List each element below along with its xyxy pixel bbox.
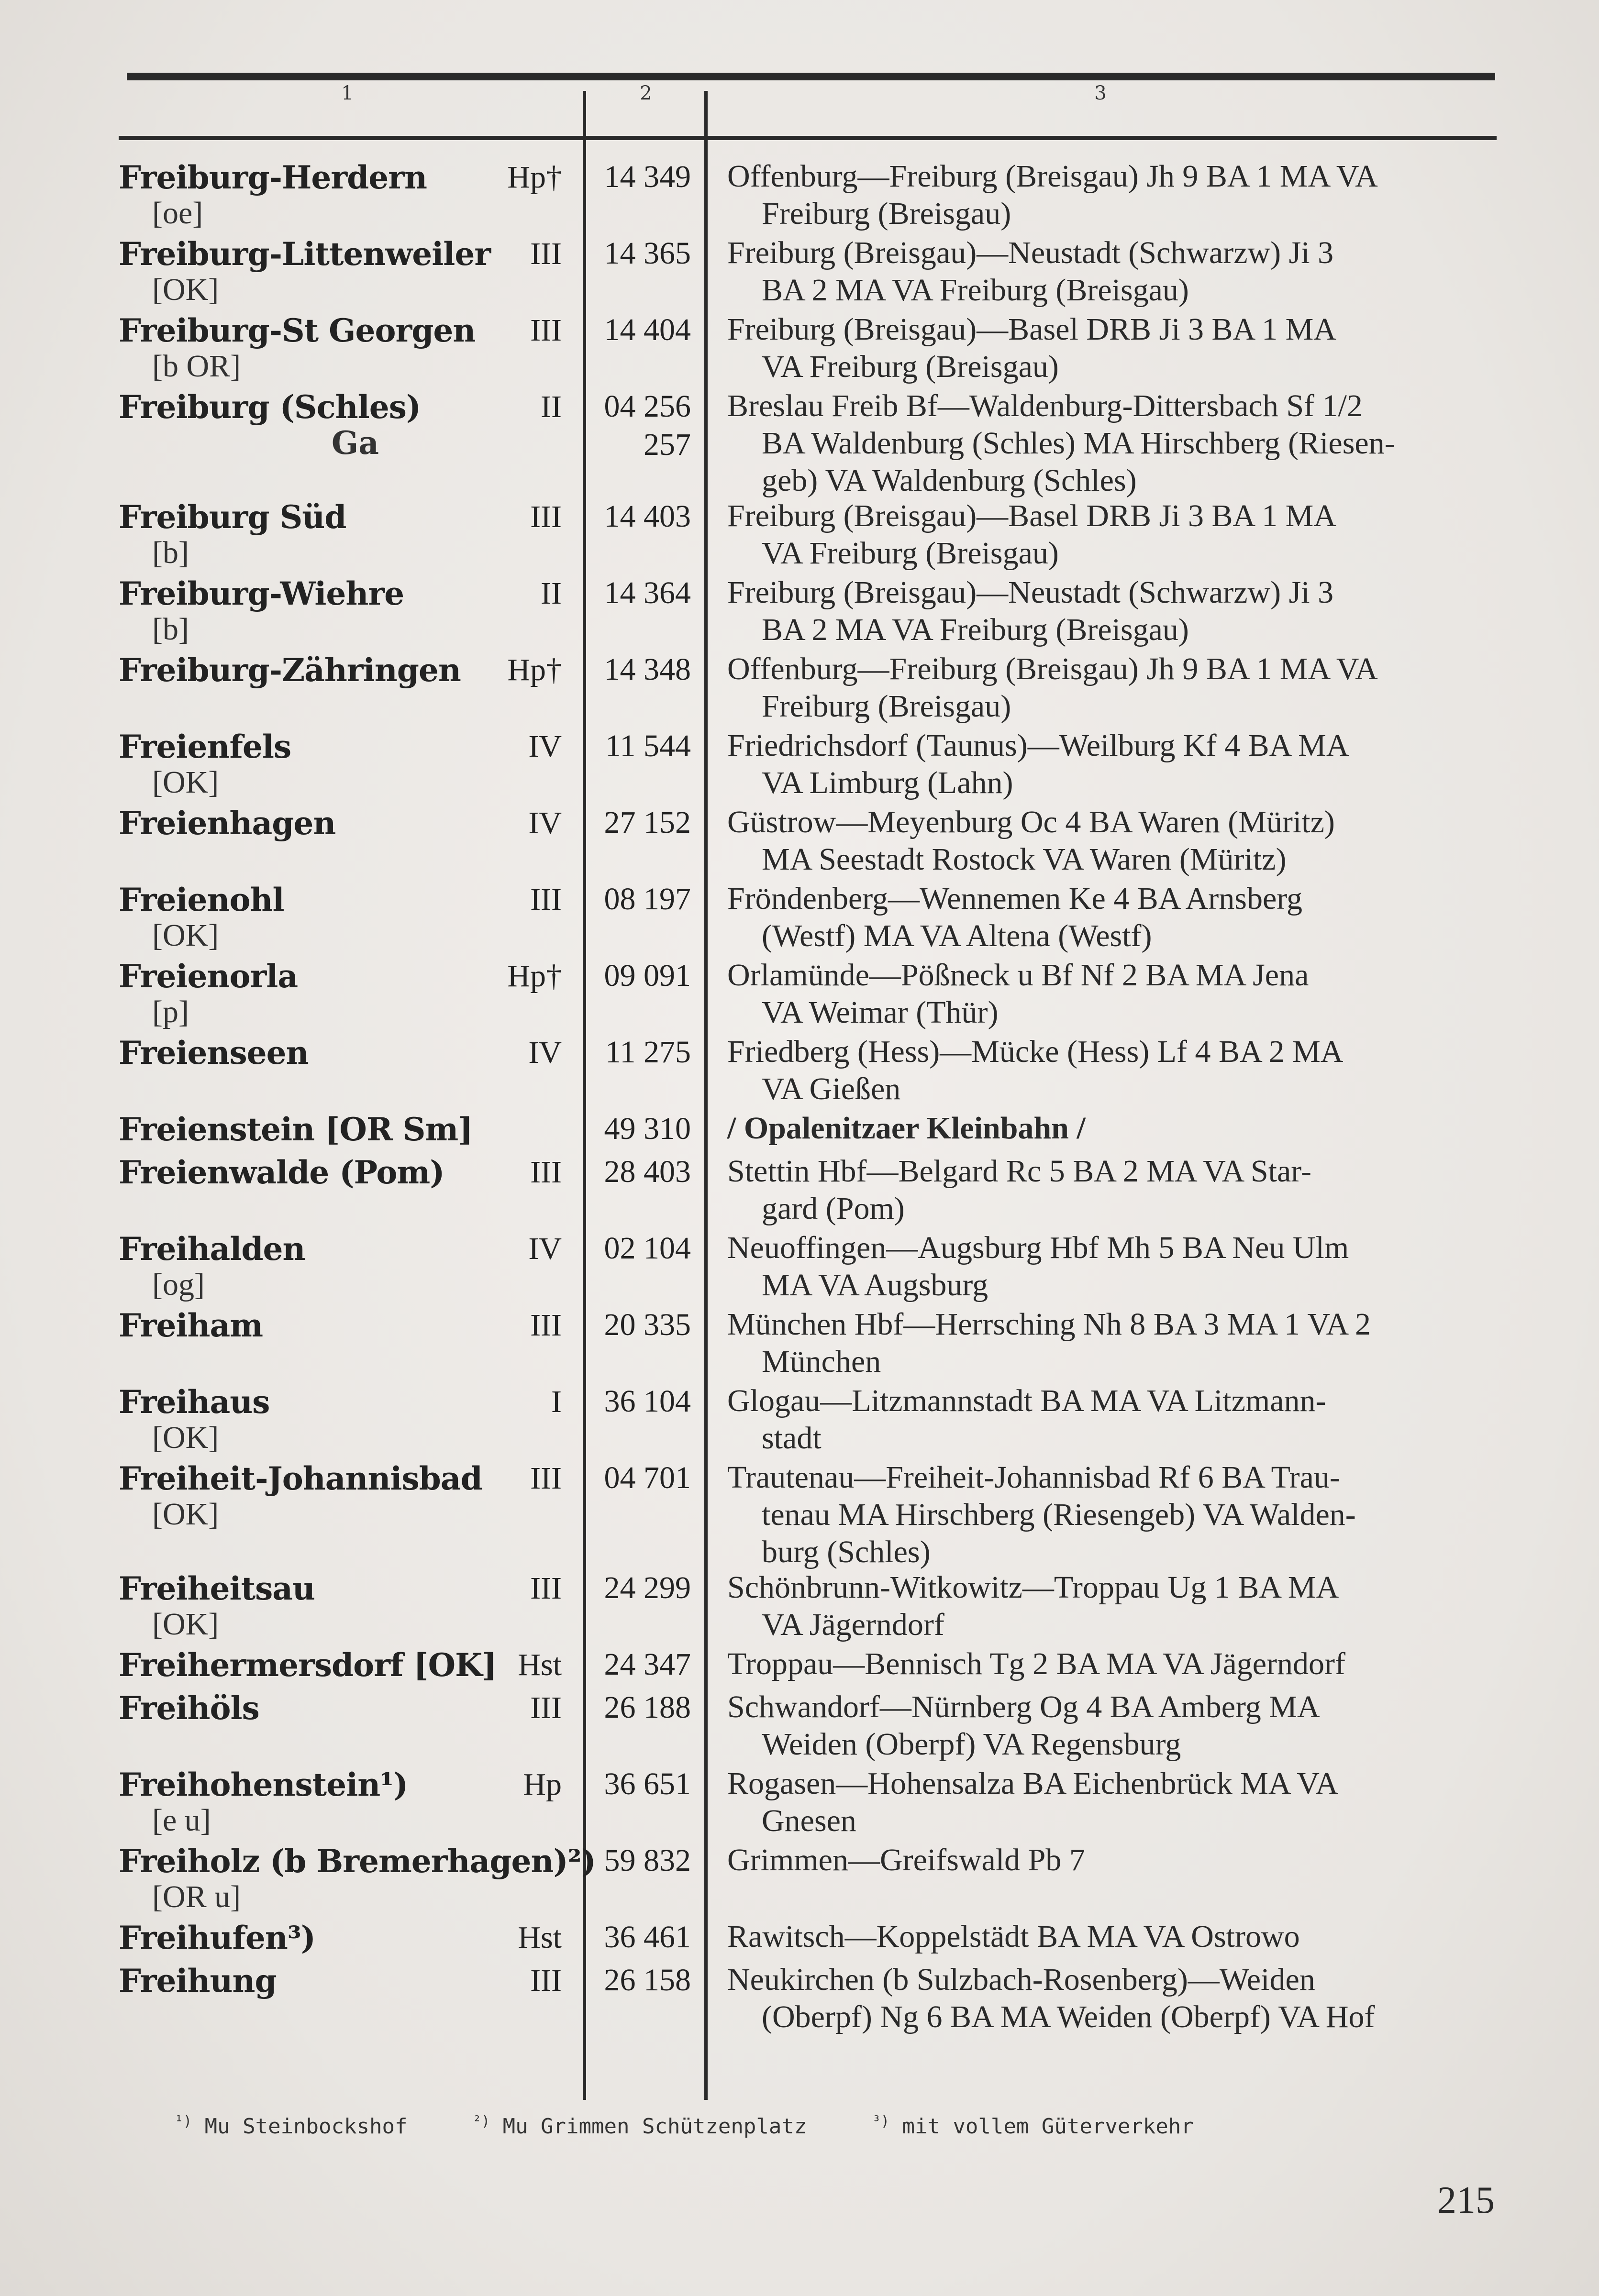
station-code bbox=[604, 1382, 691, 1421]
station-code-value: 08 197 bbox=[604, 882, 691, 916]
station-name: Freihalden bbox=[119, 1230, 305, 1268]
route-description bbox=[727, 1110, 1493, 1147]
station-class: III bbox=[530, 1461, 562, 1496]
route-description bbox=[727, 574, 1493, 649]
column-header-1: 1 bbox=[341, 82, 354, 104]
route-description-line: (Oberpf) Ng 6 BA MA Weiden (Oberpf) VA Hof bbox=[762, 1999, 1375, 2034]
route-description-line: Gnesen bbox=[762, 1803, 856, 1838]
route-description bbox=[727, 234, 1493, 309]
station-code bbox=[604, 1645, 691, 1684]
station-name: Freienwalde (Pom) bbox=[119, 1154, 444, 1191]
station-code bbox=[604, 1306, 691, 1344]
station-code-value: 14 404 bbox=[604, 312, 691, 347]
route-description-line: BA 2 MA VA Freiburg (Breisgau) bbox=[762, 612, 1189, 647]
station-name: Freihermersdorf [OK] bbox=[119, 1646, 497, 1684]
station-subtag: [b] bbox=[152, 535, 189, 570]
route-description-line: Rogasen—Hohensalza BA Eichenbrück MA VA bbox=[727, 1766, 1339, 1801]
station-code bbox=[604, 574, 691, 612]
top-rule bbox=[127, 73, 1495, 80]
station-code-value: 14 348 bbox=[604, 652, 691, 687]
station-code-value: 26 158 bbox=[604, 1963, 691, 1998]
route-description-line: Neuoffingen—Augsburg Hbf Mh 5 BA Neu Ulm bbox=[727, 1230, 1349, 1265]
station-subtag: [OK] bbox=[152, 1607, 219, 1642]
station-class: I bbox=[551, 1384, 562, 1419]
station-code bbox=[604, 387, 691, 464]
station-class: IV bbox=[528, 1231, 562, 1266]
station-code-value: 59 832 bbox=[604, 1843, 691, 1878]
station-name: Freiham bbox=[119, 1307, 263, 1344]
station-code-value: 28 403 bbox=[604, 1154, 691, 1189]
route-description-line: Offenburg—Freiburg (Breisgau) Jh 9 BA 1 MA VA bbox=[727, 651, 1378, 686]
station-class: III bbox=[530, 1690, 562, 1725]
route-description-line: Fröndenberg—Wennemen Ke 4 BA Arnsberg bbox=[727, 881, 1303, 916]
station-class: III bbox=[530, 236, 562, 271]
station-class: III bbox=[530, 313, 562, 348]
station-code-value: 27 152 bbox=[604, 805, 691, 840]
station-name: Freihung bbox=[119, 1962, 277, 1999]
route-description-line: Freiburg (Breisgau)—Neustadt (Schwarzw) Ji 3 bbox=[727, 235, 1334, 270]
route-description bbox=[727, 1645, 1493, 1683]
station-subtag: [OK] bbox=[152, 1420, 219, 1455]
column-header-2: 2 bbox=[640, 82, 652, 104]
route-description-line: Güstrow—Meyenburg Oc 4 BA Waren (Müritz) bbox=[727, 805, 1335, 839]
route-description bbox=[727, 1033, 1493, 1108]
station-class: Hst bbox=[518, 1647, 562, 1682]
station-subtag: [og] bbox=[152, 1267, 205, 1302]
station-code bbox=[604, 804, 691, 842]
route-description-line: Glogau—Litzmannstadt BA MA VA Litzmann- bbox=[727, 1383, 1326, 1418]
station-name: Freienhagen bbox=[119, 805, 336, 842]
station-class: II bbox=[541, 389, 562, 424]
station-code bbox=[604, 1569, 691, 1607]
route-description-line: stadt bbox=[762, 1421, 822, 1456]
route-description-line: Friedberg (Hess)—Mücke (Hess) Lf 4 BA 2 MA bbox=[727, 1034, 1344, 1069]
route-description-line: Rawitsch—Koppelstädt BA MA VA Ostrowo bbox=[727, 1919, 1300, 1954]
station-name: Freiburg-Herdern bbox=[119, 159, 427, 196]
route-description bbox=[727, 1689, 1493, 1763]
route-description-line: VA Gießen bbox=[762, 1071, 901, 1106]
route-description bbox=[727, 158, 1493, 232]
column-divider-left bbox=[583, 91, 586, 2100]
route-description bbox=[727, 1382, 1493, 1457]
station-code-value: 09 091 bbox=[604, 958, 691, 993]
station-code bbox=[604, 1689, 691, 1727]
station-code bbox=[604, 158, 691, 196]
station-class: III bbox=[530, 499, 562, 534]
route-description bbox=[727, 1229, 1493, 1304]
station-class: III bbox=[530, 1963, 562, 1998]
route-description-line: Grimmen—Greifswald Pb 7 bbox=[727, 1843, 1085, 1877]
route-description-line: gard (Pom) bbox=[762, 1191, 905, 1226]
route-description-line: Troppau—Bennisch Tg 2 BA MA VA Jägerndorf bbox=[727, 1646, 1345, 1681]
station-subtag: [OK] bbox=[152, 272, 219, 307]
route-description-line: VA Limburg (Lahn) bbox=[762, 765, 1013, 800]
route-description bbox=[727, 804, 1493, 878]
route-description-line: VA Freiburg (Breisgau) bbox=[762, 536, 1059, 571]
station-name: Freiheit-Johannisbad bbox=[119, 1460, 482, 1497]
route-description-line: Freiburg (Breisgau)—Neustadt (Schwarzw) Ji 3 bbox=[727, 575, 1334, 610]
station-code bbox=[604, 1153, 691, 1191]
station-code bbox=[604, 311, 691, 349]
station-code bbox=[604, 1110, 691, 1148]
column-header-3: 3 bbox=[1094, 82, 1107, 104]
station-code bbox=[604, 651, 691, 689]
column-divider-right bbox=[704, 91, 708, 2100]
station-class: Hp† bbox=[507, 160, 562, 195]
station-code bbox=[604, 880, 691, 918]
route-description-line: Schönbrunn-Witkowitz—Troppau Ug 1 BA MA bbox=[727, 1570, 1339, 1605]
station-subtag: Ga bbox=[331, 424, 379, 462]
route-description-line: MA VA Augsburg bbox=[762, 1268, 988, 1303]
station-name: Freienfels bbox=[119, 728, 291, 765]
route-description-line: VA Freiburg (Breisgau) bbox=[762, 349, 1059, 384]
station-subtag: [oe] bbox=[152, 196, 203, 231]
station-class: Hst bbox=[518, 1920, 562, 1955]
station-code bbox=[604, 1961, 691, 1999]
station-name: Freiburg-St Georgen bbox=[119, 312, 476, 349]
station-class: III bbox=[530, 882, 562, 917]
station-name: Freienstein [OR Sm] bbox=[119, 1111, 473, 1148]
route-description bbox=[727, 1306, 1493, 1380]
route-description-line: tenau MA Hirschberg (Riesengeb) VA Walden- bbox=[762, 1497, 1356, 1532]
station-subtag: [b] bbox=[152, 612, 189, 647]
route-description-line: Neukirchen (b Sulzbach-Rosenberg)—Weiden bbox=[727, 1962, 1315, 1997]
footnote-3: $^{^3)}$ mit vollem Güterverkehr bbox=[872, 2113, 1194, 2139]
station-code-value: 11 275 bbox=[605, 1035, 691, 1070]
station-name: Freihohenstein¹) bbox=[119, 1766, 408, 1803]
route-description bbox=[727, 497, 1493, 572]
station-code-value: 04 701 bbox=[604, 1460, 691, 1495]
station-code bbox=[604, 1459, 691, 1497]
station-code bbox=[604, 1918, 691, 1956]
station-subtag: [OK] bbox=[152, 1497, 219, 1532]
station-code-value: 14 403 bbox=[604, 499, 691, 534]
station-code-value: 02 104 bbox=[604, 1231, 691, 1266]
footnotes bbox=[175, 2114, 1466, 2139]
route-description-line: Freiburg (Breisgau)—Basel DRB Ji 3 BA 1 MA bbox=[727, 498, 1336, 533]
station-code-value: 14 349 bbox=[604, 159, 691, 194]
route-description-line: München Hbf—Herrsching Nh 8 BA 3 MA 1 VA 2 bbox=[727, 1307, 1371, 1342]
station-subtag: [p] bbox=[152, 994, 189, 1029]
footnote-1: $^{^1)}$ Mu Steinbockshof bbox=[175, 2113, 408, 2139]
route-description-line: / Opalenitzaer Kleinbahn / bbox=[727, 1111, 1086, 1146]
station-name: Freienseen bbox=[119, 1034, 309, 1071]
route-description bbox=[727, 880, 1493, 955]
route-description-line: VA Jägerndorf bbox=[762, 1607, 944, 1642]
station-subtag: [OK] bbox=[152, 918, 219, 953]
station-code-value: 36 651 bbox=[604, 1766, 691, 1801]
route-description bbox=[727, 1765, 1493, 1840]
route-description-line: Offenburg—Freiburg (Breisgau) Jh 9 BA 1 MA VA bbox=[727, 159, 1378, 194]
route-description-line: Freiburg (Breisgau) bbox=[762, 689, 1011, 724]
station-class: IV bbox=[528, 1035, 562, 1070]
station-code-value: 24 347 bbox=[604, 1647, 691, 1682]
station-class: Hp† bbox=[507, 959, 562, 993]
station-code-value: 49 310 bbox=[604, 1111, 691, 1146]
route-description-line: Freiburg (Breisgau) bbox=[762, 196, 1011, 231]
station-class: III bbox=[530, 1308, 562, 1343]
station-class: II bbox=[541, 576, 562, 611]
route-description-line: VA Weimar (Thür) bbox=[762, 995, 999, 1030]
route-description-line: geb) VA Waldenburg (Schles) bbox=[762, 463, 1137, 498]
station-code-value-2: 257 bbox=[644, 427, 691, 462]
station-name: Freiburg-Littenweiler bbox=[119, 235, 491, 273]
station-class: Hp bbox=[523, 1767, 562, 1802]
station-code-value: 11 544 bbox=[605, 729, 691, 763]
station-name: Freihufen³) bbox=[119, 1919, 316, 1956]
route-description-line: Freiburg (Breisgau)—Basel DRB Ji 3 BA 1 MA bbox=[727, 312, 1336, 347]
station-class: Hp† bbox=[507, 652, 562, 687]
route-description-line: Friedrichsdorf (Taunus)—Weilburg Kf 4 BA MA bbox=[727, 728, 1349, 763]
station-class: IV bbox=[528, 806, 562, 840]
footnote-2: $^{^2)}$ Mu Grimmen Schützenplatz bbox=[472, 2113, 807, 2139]
station-code bbox=[604, 1765, 691, 1803]
station-subtag: [e u] bbox=[152, 1803, 211, 1838]
station-code bbox=[605, 727, 691, 765]
station-code bbox=[604, 1229, 691, 1268]
station-name: Freienorla bbox=[119, 958, 298, 995]
route-description-line: Weiden (Oberpf) VA Regensburg bbox=[762, 1727, 1181, 1762]
route-description bbox=[727, 651, 1493, 725]
station-name: Freiburg (Schles) bbox=[119, 388, 421, 426]
station-subtag: [OR u] bbox=[152, 1879, 241, 1914]
route-description-line: München bbox=[762, 1344, 881, 1379]
station-code bbox=[604, 234, 691, 273]
route-description-line: MA Seestadt Rostock VA Waren (Müritz) bbox=[762, 842, 1287, 877]
route-description bbox=[727, 1842, 1493, 1879]
station-code-value: 04 256 bbox=[604, 389, 691, 424]
route-description bbox=[727, 957, 1493, 1031]
route-description bbox=[727, 1459, 1493, 1571]
station-name: Freihaus bbox=[119, 1383, 270, 1421]
station-name: Freiburg Süd bbox=[119, 498, 346, 536]
route-description-line: Schwandorf—Nürnberg Og 4 BA Amberg MA bbox=[727, 1689, 1320, 1724]
route-description-line: Breslau Freib Bf—Waldenburg-Dittersbach Sf 1/2 bbox=[727, 388, 1363, 423]
station-class: III bbox=[530, 1155, 562, 1190]
station-class: III bbox=[530, 1571, 562, 1606]
station-code-value: 36 461 bbox=[604, 1920, 691, 1954]
route-description-line: Trautenau—Freiheit-Johannisbad Rf 6 BA Trau- bbox=[727, 1460, 1340, 1495]
route-description bbox=[727, 1961, 1493, 2036]
route-description bbox=[727, 1569, 1493, 1644]
route-description bbox=[727, 1153, 1493, 1227]
station-name: Freiburg-Zähringen bbox=[119, 651, 461, 689]
station-name: Freienohl bbox=[119, 881, 284, 918]
station-code-value: 20 335 bbox=[604, 1307, 691, 1342]
route-description-line: Orlamünde—Pößneck u Bf Nf 2 BA MA Jena bbox=[727, 958, 1309, 993]
station-subtag: [OK] bbox=[152, 765, 219, 800]
station-code bbox=[605, 1033, 691, 1071]
station-name: Freiburg-Wiehre bbox=[119, 575, 404, 612]
station-code-value: 26 188 bbox=[604, 1690, 691, 1725]
route-description-line: burg (Schles) bbox=[762, 1534, 931, 1569]
station-code-value: 36 104 bbox=[604, 1384, 691, 1419]
station-code bbox=[604, 1842, 691, 1880]
route-description-line: BA Waldenburg (Schles) MA Hirschberg (Riesen- bbox=[762, 426, 1395, 461]
station-code-value: 14 364 bbox=[604, 575, 691, 610]
page-number: 215 bbox=[1437, 2179, 1495, 2221]
route-description bbox=[727, 311, 1493, 386]
station-name: Freiheitsau bbox=[119, 1570, 315, 1607]
route-description-line: Stettin Hbf—Belgard Rc 5 BA 2 MA VA Star- bbox=[727, 1154, 1311, 1189]
station-name: Freiholz (b Bremerhagen)²) bbox=[119, 1843, 596, 1880]
station-name: Freihöls bbox=[119, 1689, 259, 1727]
station-subtag: [b OR] bbox=[152, 349, 241, 384]
station-code bbox=[604, 497, 691, 536]
route-description-line: BA 2 MA VA Freiburg (Breisgau) bbox=[762, 273, 1189, 308]
route-description bbox=[727, 1918, 1493, 1955]
header-bottom-rule bbox=[119, 136, 1497, 140]
station-code-value: 14 365 bbox=[604, 236, 691, 271]
station-code-value: 24 299 bbox=[604, 1570, 691, 1605]
station-class: IV bbox=[528, 729, 562, 764]
route-description-line: (Westf) MA VA Altena (Westf) bbox=[762, 918, 1152, 953]
route-description bbox=[727, 727, 1493, 802]
route-description bbox=[727, 387, 1493, 499]
station-code bbox=[604, 957, 691, 995]
